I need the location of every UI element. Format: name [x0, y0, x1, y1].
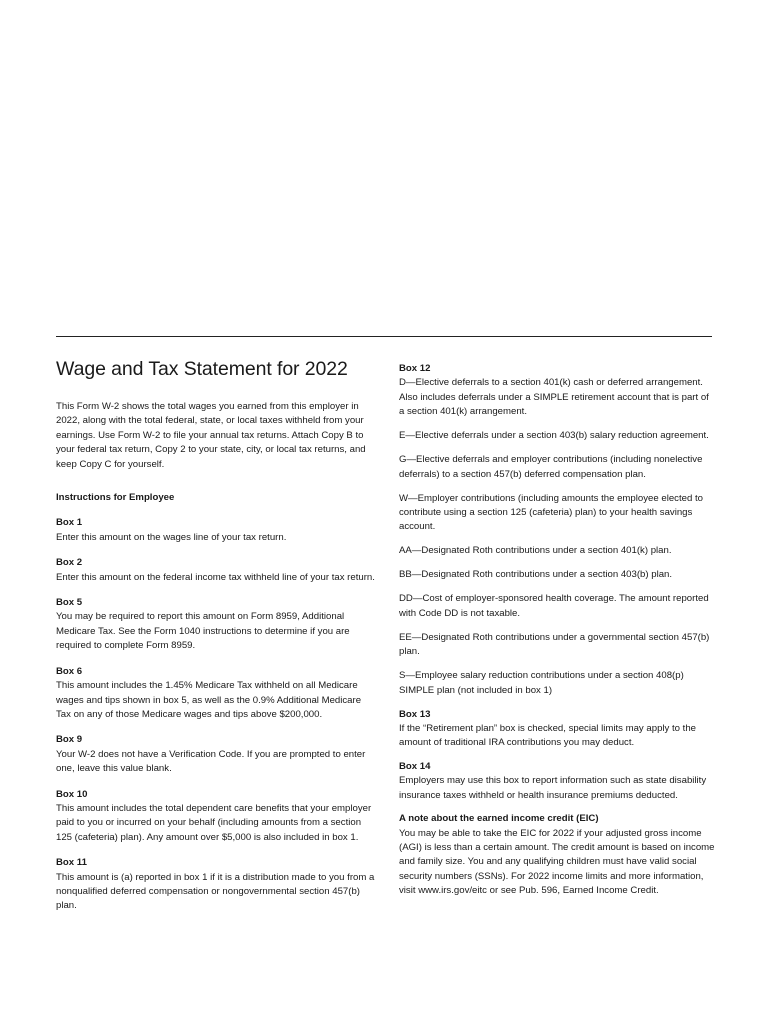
box-2-section — [56, 556, 378, 585]
code-item-e: E—Elective deferrals under a section 403(b) salary reduction agreement. — [399, 430, 709, 442]
box-title: Box 13 — [399, 708, 431, 720]
left-column — [56, 355, 378, 914]
box-title: Box 6 — [56, 665, 83, 677]
instructions-heading: Instructions for Employee — [56, 492, 175, 504]
box-text: This amount is (a) reported in box 1 if it is a distribution made to you from a nonqualified deferred compensation or nongovernmental section 457(b) plan. — [56, 871, 375, 912]
box-title: Box 12 — [399, 363, 431, 374]
box-title: Box 2 — [56, 557, 83, 569]
box-10-section — [56, 788, 378, 846]
code-item-aa: AA—Designated Roth contributions under a section 401(k) plan. — [399, 545, 672, 557]
box-text: Enter this amount on the wages line of your tax return. — [56, 531, 287, 543]
code-item-w: W—Employer contributions (including amounts the employee elected to contribute using a section 125 (cafeteria) plan) to your health savings account. — [399, 492, 703, 533]
code-item-s: S—Employee salary reduction contributions under a section 408(p) SIMPLE plan (not included in box 1) — [399, 670, 684, 696]
section-divider — [56, 336, 712, 337]
intro-paragraph: This Form W-2 shows the total wages you earned from this employer in 2022, along with the total federal, state, or local taxes withheld from your earnings. Use Form W-2 to file your annual tax returns. Attach Copy B to your federal tax return, Copy 2 to your state, city, or local tax returns, and keep Copy C for yourself. — [56, 401, 366, 470]
box-6-section — [56, 665, 378, 723]
box-text: This amount includes the total dependent care benefits that your employer paid to you or incurred on your behalf (including amounts from a section 125 (cafeteria) plan). Any amount over $5,000 is also included in box 1. — [56, 802, 372, 843]
box-1-section — [56, 516, 378, 545]
code-item-ee: EE—Designated Roth contributions under a governmental section 457(b) plan. — [399, 631, 710, 658]
box-12-section — [399, 362, 716, 698]
eic-note-title: A note about the earned income credit (EIC) — [399, 813, 599, 825]
box-title: Box 1 — [56, 517, 83, 529]
box-title: Box 9 — [56, 734, 83, 746]
box-11-section — [56, 856, 378, 914]
box-5-section — [56, 596, 378, 654]
box-title: Box 14 — [399, 760, 431, 772]
code-item-bb: BB—Designated Roth contributions under a section 403(b) plan. — [399, 569, 673, 581]
code-item-g: G—Elective deferrals and employer contributions (including nonelective deferrals) to a section 457(b) deferred compensation plan. — [399, 454, 703, 480]
box-14-section — [399, 760, 716, 803]
box-12-code-list — [399, 376, 716, 698]
box-title: Box 10 — [56, 788, 88, 800]
box-text: You may be required to report this amount on Form 8959, Additional Medicare Tax. See the Form 1040 instructions to determine if you are required to complete Form 8959. — [56, 611, 350, 652]
box-text: Enter this amount on the federal income tax withheld line of your tax return. — [56, 571, 375, 583]
code-item-d: D—Elective deferrals to a section 401(k) cash or deferred arrangement. Also includes deferrals under a SIMPLE retirement account that is part of a section 401(k) arrangement. — [399, 377, 709, 418]
page-title: Wage and Tax Statement for 2022 — [56, 358, 348, 380]
box-9-section — [56, 733, 378, 776]
box-title: Box 5 — [56, 597, 83, 609]
box-text: This amount includes the 1.45% Medicare Tax withheld on all Medicare wages and tips shown in box 5, as well as the 0.9% Additional Medicare Tax on any of those Medicare wages and tips above $200,000. — [56, 680, 362, 720]
box-text: Employers may use this box to report information such as state disability insurance taxes withheld or health insurance premiums deducted. — [399, 775, 707, 801]
box-13-section — [399, 708, 716, 751]
box-text: Your W-2 does not have a Verification Code. If you are prompted to enter one, leave this value blank. — [56, 748, 366, 775]
box-title: Box 11 — [56, 857, 87, 869]
code-item-dd: DD—Cost of employer-sponsored health coverage. The amount reported with Code DD is not taxable. — [399, 593, 709, 619]
box-text: If the “Retirement plan” box is checked, special limits may apply to the amount of traditional IRA contributions you may deduct. — [399, 723, 697, 749]
eic-note-section — [399, 812, 716, 898]
eic-note-text: You may be able to take the EIC for 2022 if your adjusted gross income (AGI) is less than a certain amount. The credit amount is based on income and family size. You and any qualifying children must have valid social security numbers (SSNs). For 2022 income limits and more information, visit www.irs.gov/eitc or see Pub. 596, Earned Income Credit. — [399, 827, 715, 897]
right-column — [399, 362, 716, 899]
